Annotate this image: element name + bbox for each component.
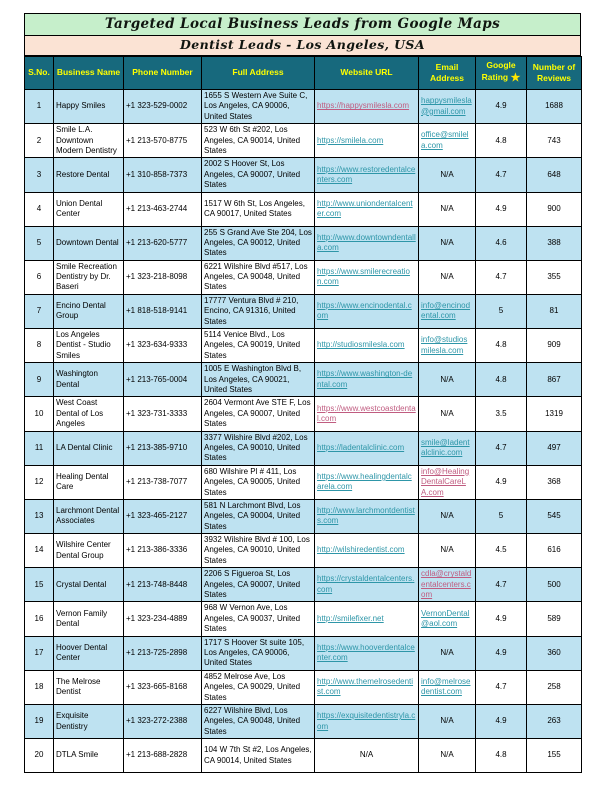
email-cell [419,124,476,158]
address-cell: 968 W Vernon Ave, Los Angeles, CA 90037, United States [202,602,315,636]
sno-cell: 16 [25,602,54,636]
page-subtitle: Dentist Leads - Los Angeles, USA [24,36,581,56]
business-name-cell: Happy Smiles [54,90,124,124]
table-row [25,602,582,636]
reviews-cell: 263 [527,704,582,738]
address-cell: 2604 Vermont Ave STE F, Los Angeles, CA 90007, United States [202,397,315,431]
website-cell [315,294,419,328]
website-cell [315,534,419,568]
address-cell: 3932 Wilshire Blvd # 100, Los Angeles, CA 90010, United States [202,534,315,568]
website-cell [315,124,419,158]
reviews-cell: 616 [527,534,582,568]
column-header-phone-number: Phone Number [124,57,202,90]
website-link[interactable]: http://www.downtowndentalla.com [317,232,416,253]
website-cell [315,499,419,533]
website-cell [315,329,419,363]
email-cell [419,431,476,465]
phone-cell: +1 818-518-9141 [124,294,202,328]
email-cell [419,90,476,124]
phone-cell: +1 323-234-4889 [124,602,202,636]
rating-cell: 5 [476,294,527,328]
address-cell: 17777 Ventura Blvd # 210, Encino, CA 91316, United States [202,294,315,328]
table-body [25,90,582,773]
website-link[interactable]: https://www.hooverdentalcenter.com [317,642,415,663]
reviews-cell: 1688 [527,90,582,124]
reviews-cell: 909 [527,329,582,363]
table-row [25,739,582,773]
sno-cell: 4 [25,192,54,226]
table-row [25,568,582,602]
address-cell: 581 N Larchmont Blvd, Los Angeles, CA 90004, United States [202,499,315,533]
address-cell: 5114 Venice Blvd., Los Angeles, CA 90019, United States [202,329,315,363]
phone-cell: +1 213-385-9710 [124,431,202,465]
star-icon: ★ [510,72,521,85]
reviews-cell: 589 [527,602,582,636]
table-row [25,329,582,363]
sno-cell: 3 [25,158,54,192]
sno-cell: 2 [25,124,54,158]
reviews-cell: 388 [527,226,582,260]
google-rating-label: Google Rating [481,59,516,83]
column-header-email-address: Email Address [419,57,476,90]
website-link[interactable]: http://studiosmilesla.com [317,340,405,350]
website-link[interactable]: http://www.uniondentalcenter.com [317,198,413,219]
phone-cell: +1 213-570-8775 [124,124,202,158]
table-row [25,431,582,465]
rating-cell: 5 [476,499,527,533]
phone-cell: +1 310-858-7373 [124,158,202,192]
business-name-cell: Restore Dental [54,158,124,192]
phone-cell: +1 323-665-8168 [124,670,202,704]
address-cell: 1655 S Western Ave Suite C, Los Angeles, CA 90006, United States [202,90,315,124]
phone-cell: +1 213-688-2828 [124,739,202,773]
website-cell [315,260,419,294]
website-link[interactable]: https://exquisitedentistryla.com [317,711,416,731]
rating-cell: 4.8 [476,329,527,363]
website-cell [315,704,419,738]
rating-cell: 4.7 [476,431,527,465]
table-row [25,363,582,397]
business-name-cell: Hoover Dental Center [54,636,124,670]
column-header-full-address: Full Address [202,57,315,90]
reviews-cell: 900 [527,192,582,226]
website-link[interactable]: https://crystaldentalcenters.com [317,574,415,594]
rating-cell: 4.6 [476,226,527,260]
website-cell [315,192,419,226]
phone-cell: +1 323-634-9333 [124,329,202,363]
sno-cell: 15 [25,568,54,602]
phone-cell: +1 323-731-3333 [124,397,202,431]
rating-cell: 4.7 [476,568,527,602]
sno-cell: 11 [25,431,54,465]
website-cell [315,568,419,602]
rating-cell: 4.9 [476,704,527,738]
rating-cell: 4.9 [476,602,527,636]
table-row [25,260,582,294]
website-cell [315,90,419,124]
table-row [25,158,582,192]
column-header-sno: S.No. [25,57,54,90]
sno-cell: 20 [25,739,54,773]
email-cell: N/A [419,226,476,260]
email-cell [419,602,476,636]
table-row [25,636,582,670]
table-row [25,397,582,431]
business-name-cell: Smile L.A. Downtown Modern Dentistry [54,124,124,158]
email-cell [419,329,476,363]
table-row [25,90,582,124]
business-name-cell: Washington Dental [54,363,124,397]
email-cell [419,670,476,704]
website-link[interactable]: https://happysmilesla.com [317,101,410,111]
website-link[interactable]: https://www.westcoastdental.com [317,403,416,423]
address-cell: 523 W 6th St #202, Los Angeles, CA 90014, United States [202,124,315,158]
sno-cell: 9 [25,363,54,397]
website-cell [315,431,419,465]
address-cell: 6221 Wilshire Blvd #517, Los Angeles, CA 90048, United States [202,260,315,294]
table-row [25,704,582,738]
address-cell: 104 W 7th St #2, Los Angeles, CA 90014, United States [202,739,315,773]
website-cell [315,226,419,260]
email-cell: N/A [419,739,476,773]
email-link[interactable]: cdla@crystaldentalcenters.com [421,569,472,600]
email-link[interactable]: info@HealingDentalCareLA.com [421,466,470,497]
email-cell: N/A [419,534,476,568]
business-name-cell: Healing Dental Care [54,465,124,499]
reviews-cell: 81 [527,294,582,328]
reviews-cell: 743 [527,124,582,158]
address-cell: 1005 E Washington Blvd B, Los Angeles, CA 90021, United States [202,363,315,397]
email-link[interactable]: VernonDental@aol.com [421,608,470,628]
website-cell [315,636,419,670]
phone-cell: +1 213-738-7077 [124,465,202,499]
reviews-cell: 500 [527,568,582,602]
website-link[interactable]: https://www.encinodental.com [317,301,412,321]
business-name-cell: LA Dental Clinic [54,431,124,465]
address-cell: 680 Wilshire Pl # 411, Los Angeles, CA 90005, United States [202,465,315,499]
email-cell: N/A [419,704,476,738]
address-cell: 1517 W 6th St, Los Angeles, CA 90017, United States [202,192,315,226]
website-link[interactable]: https://www.washington-dental.com [317,369,413,389]
website-link[interactable]: https://www.healingdentalcarela.com [317,471,412,492]
rating-cell: 4.5 [476,534,527,568]
leads-report-page [24,13,581,773]
email-link[interactable]: info@melrosedentist.com [421,676,471,697]
website-cell [315,602,419,636]
email-cell: N/A [419,636,476,670]
phone-cell: +1 213-765-0004 [124,363,202,397]
sno-cell: 6 [25,260,54,294]
rating-cell: 4.8 [476,363,527,397]
business-name-cell: Larchmont Dental Associates [54,499,124,533]
rating-cell: 4.8 [476,124,527,158]
website-link[interactable]: http://wilshiredentist.com [317,545,405,555]
website-link[interactable]: https://ladentalclinic.com [317,442,405,452]
website-link[interactable]: http://www.themelrosedentist.com [317,676,414,697]
column-header-website-url: Website URL [315,57,419,90]
website-link[interactable]: http://www.larchmontdentists.com [317,506,415,526]
column-header-google-rating [476,57,527,90]
phone-cell: +1 323-218-8098 [124,260,202,294]
sno-cell: 14 [25,534,54,568]
phone-cell: +1 213-620-5777 [124,226,202,260]
email-cell: N/A [419,363,476,397]
sno-cell: 12 [25,465,54,499]
address-cell: 3377 Wilshire Blvd #202, Los Angeles, CA 90010, United States [202,431,315,465]
website-cell [315,397,419,431]
header-row [25,57,582,90]
page-title: Targeted Local Business Leads from Google Maps [24,13,581,36]
email-link[interactable]: info@encinodental.com [421,301,471,321]
website-cell [315,363,419,397]
table-row [25,226,582,260]
business-name-cell: The Melrose Dentist [54,670,124,704]
rating-cell: 4.8 [476,739,527,773]
email-cell [419,294,476,328]
reviews-cell: 368 [527,465,582,499]
business-name-cell: Los Angeles Dentist - Studio Smiles [54,329,124,363]
rating-cell: 4.9 [476,192,527,226]
address-cell: 255 S Grand Ave Ste 204, Los Angeles, CA 90012, United States [202,226,315,260]
rating-cell: 4.7 [476,260,527,294]
reviews-cell: 648 [527,158,582,192]
sno-cell: 8 [25,329,54,363]
rating-cell: 4.7 [476,670,527,704]
reviews-cell: 867 [527,363,582,397]
email-cell: N/A [419,192,476,226]
website-cell [315,465,419,499]
email-cell: N/A [419,499,476,533]
address-cell: 4852 Melrose Ave, Los Angeles, CA 90029, United States [202,670,315,704]
business-name-cell: Wilshire Center Dental Group [54,534,124,568]
rating-cell: 4.9 [476,636,527,670]
website-cell [315,670,419,704]
sno-cell: 18 [25,670,54,704]
address-cell: 1717 S Hoover St suite 105, Los Angeles, CA 90006, United States [202,636,315,670]
table-row [25,294,582,328]
email-link[interactable]: info@studiosmilesla.com [421,335,468,355]
email-link[interactable]: smile@ladentalclinic.com [421,437,470,458]
sno-cell: 13 [25,499,54,533]
table-row [25,192,582,226]
rating-cell: 4.7 [476,158,527,192]
email-cell [419,568,476,602]
table-row [25,499,582,533]
sno-cell: 7 [25,294,54,328]
sno-cell: 5 [25,226,54,260]
sno-cell: 1 [25,90,54,124]
reviews-cell: 497 [527,431,582,465]
business-name-cell: Encino Dental Group [54,294,124,328]
address-cell: 2206 S Figueroa St, Los Angeles, CA 90007, United States [202,568,315,602]
business-name-cell: DTLA Smile [54,739,124,773]
website-cell: N/A [315,739,419,773]
phone-cell: +1 323-529-0002 [124,90,202,124]
reviews-cell: 360 [527,636,582,670]
email-link[interactable]: office@smilela.com [421,130,469,150]
column-header-business-name: Business Name [54,57,124,90]
address-cell: 2002 S Hoover St, Los Angeles, CA 90007, United States [202,158,315,192]
reviews-cell: 355 [527,260,582,294]
reviews-cell: 545 [527,499,582,533]
phone-cell: +1 213-463-2744 [124,192,202,226]
website-link[interactable]: http://smilefixer.net [317,613,384,623]
business-name-cell: West Coast Dental of Los Angeles [54,397,124,431]
business-name-cell: Smile Recreation Dentistry by Dr. Baseri [54,260,124,294]
website-link[interactable]: https://smilela.com [317,135,384,145]
email-cell: N/A [419,260,476,294]
reviews-cell: 155 [527,739,582,773]
column-header-number-of-reviews: Number of Reviews [527,57,582,90]
reviews-cell: 1319 [527,397,582,431]
table-row [25,465,582,499]
address-cell: 6227 Wilshire Blvd, Los Angeles, CA 90048, United States [202,704,315,738]
website-link[interactable]: https://www.smilerecreation.com [317,266,410,287]
email-cell: N/A [419,158,476,192]
email-link[interactable]: happysmilesla@gmail.com [421,96,472,116]
sno-cell: 17 [25,636,54,670]
rating-cell: 4.9 [476,465,527,499]
business-name-cell: Crystal Dental [54,568,124,602]
table-row [25,124,582,158]
sno-cell: 19 [25,704,54,738]
email-cell: N/A [419,397,476,431]
phone-cell: +1 213-725-2898 [124,636,202,670]
phone-cell: +1 213-748-8448 [124,568,202,602]
rating-cell: 4.9 [476,90,527,124]
rating-cell: 3.5 [476,397,527,431]
phone-cell: +1 323-465-2127 [124,499,202,533]
leads-table [24,56,582,773]
business-name-cell: Vernon Family Dental [54,602,124,636]
phone-cell: +1 213-386-3336 [124,534,202,568]
phone-cell: +1 323-272-2388 [124,704,202,738]
business-name-cell: Union Dental Center [54,192,124,226]
table-row [25,534,582,568]
website-link[interactable]: https://www.restoredentalcenters.com [317,164,416,184]
table-row [25,670,582,704]
email-cell [419,465,476,499]
business-name-cell: Exquisite Dentistry [54,704,124,738]
sno-cell: 10 [25,397,54,431]
website-cell [315,158,419,192]
business-name-cell: Downtown Dental [54,226,124,260]
reviews-cell: 258 [527,670,582,704]
